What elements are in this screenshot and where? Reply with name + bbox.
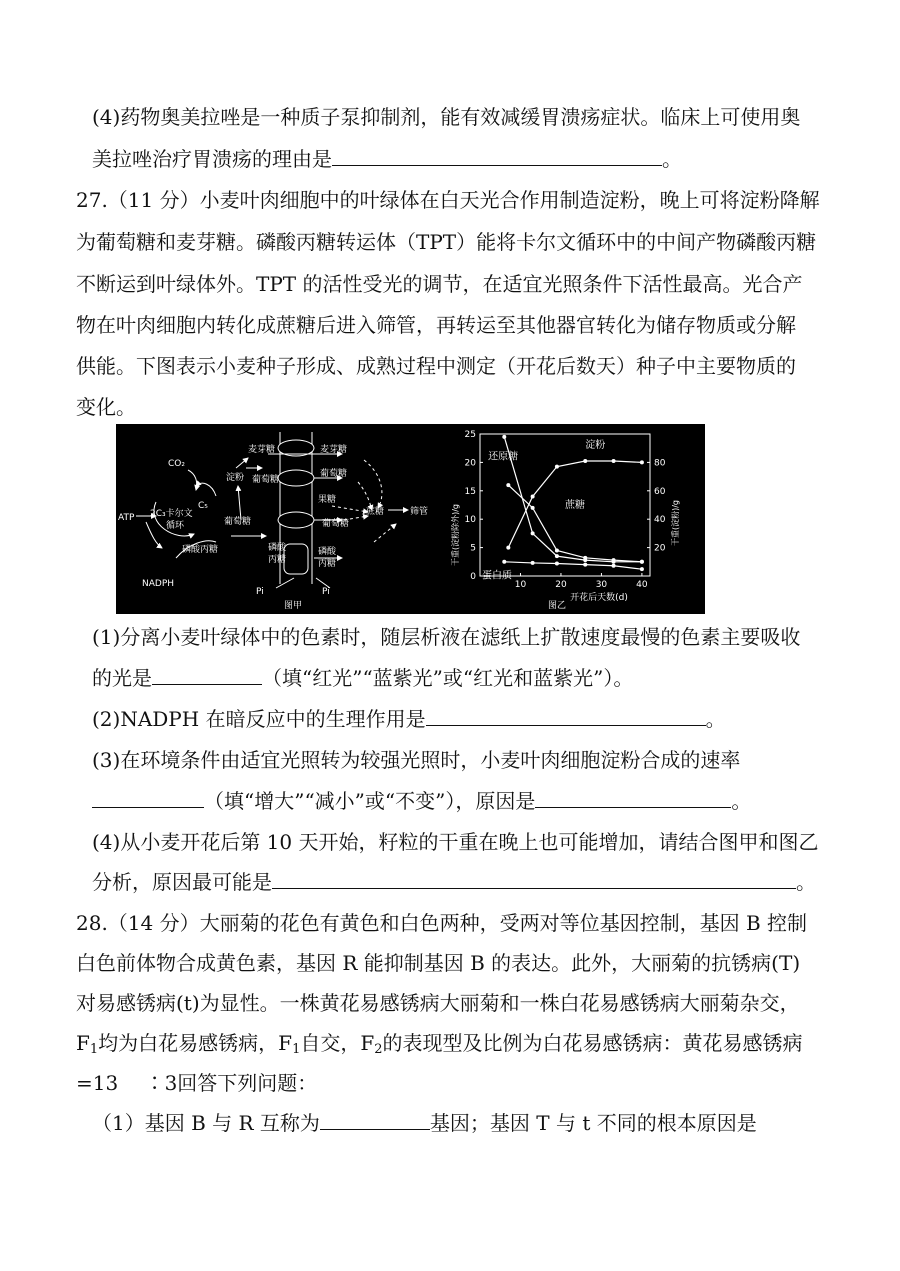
label-glucose-in: 葡萄糖 (252, 475, 280, 485)
label-phospho-out-1: 磷酸 (318, 547, 337, 557)
figure-panel (116, 424, 705, 614)
series-label: 蔗糖 (565, 499, 585, 511)
label-atp: ATP (118, 513, 135, 523)
label-maltose-out: 麦芽糖 (320, 445, 348, 455)
q28-line3: 对易感锈病(t)为显性。一株黄花易感锈病大丽菊和一株白花易感锈病大丽菊杂交， (76, 991, 800, 1015)
data-point (531, 561, 535, 565)
label-glucose-out2: 葡萄糖 (322, 519, 350, 529)
q27-1-line1: (1)分离小麦叶绿体中的色素时，随层析液在滤纸上扩散速度最慢的色素主要吸收 (92, 625, 801, 649)
label-cycle-1: 2C₃卡尔文 (150, 509, 193, 519)
label-nadph: NADPH (142, 579, 175, 589)
series-label: 淀粉 (585, 440, 606, 452)
y-left-axis-title: 干重(淀粉除外)/g (451, 503, 460, 566)
x-tick-label: 20 (555, 580, 567, 590)
answer-blank[interactable] (535, 787, 731, 808)
label-co2: CO₂ (168, 459, 185, 469)
y-left-tick-label: 10 (464, 515, 476, 526)
data-point (583, 459, 587, 463)
figure-svg (116, 424, 705, 614)
x-tick-label: 30 (595, 580, 608, 590)
answer-blank[interactable] (320, 1109, 430, 1130)
q27-stem-1: 27.（11 分）小麦叶肉细胞中的叶绿体在白天光合作用制造淀粉，晚上可将淀粉降解 (76, 188, 820, 212)
y-right-tick-label: 60 (654, 486, 666, 497)
data-point (640, 560, 644, 564)
data-point (640, 567, 644, 571)
label-glucose-in2: 葡萄糖 (224, 517, 252, 527)
series-label: 还原糖 (488, 451, 519, 463)
label-phospho-in-1: 磷酸 (268, 543, 287, 553)
label-pi-left: Pi (256, 587, 264, 597)
data-point (506, 483, 510, 487)
data-point (531, 494, 535, 498)
y-right-tick-label: 80 (654, 458, 666, 469)
series-line-3 (504, 562, 642, 569)
y-left-tick-label: 5 (470, 543, 476, 554)
q27-3-line1: (3)在环境条件由适宜光照转为较强光照时，小麦叶肉细胞淀粉合成的速率 (92, 748, 741, 772)
q27-stem-6: 变化。 (76, 395, 136, 419)
q28-line2: 白色前体物合成黄色素，基因 R 能抑制基因 B 的表达。此外，大丽菊的抗锈病(T) (76, 951, 801, 975)
q27-stem-4: 物在叶肉细胞内转化成蔗糖后进入筛管，再转运至其他器官转化为储存物质或分解 (76, 313, 796, 337)
data-point (555, 554, 559, 558)
series-label: 蛋白质 (482, 570, 513, 582)
data-point (612, 564, 616, 568)
y-right-axis-title: 干重(淀粉)/g (671, 499, 680, 546)
q28-line4: $F_1$均为白花易感锈病，$F_1$自交，$F_2$的表现型及比例为白花易感锈病：黄花易感锈病 (76, 1031, 803, 1057)
data-point (502, 560, 506, 564)
q27-3-line2: （填“增大”“减小”或“不变”），原因是 。 (92, 787, 751, 815)
label-sucrose-jia: 蔗糖 (366, 507, 385, 517)
y-left-tick-label: 20 (464, 458, 476, 469)
data-point (555, 465, 559, 469)
q26-4-line1: (4)药物奥美拉唑是一种质子泵抑制剂，能有效减缓胃溃疡症状。临床上可使用奥 (92, 105, 801, 129)
label-phospho-out-2: 丙糖 (318, 559, 337, 569)
data-point (612, 459, 616, 463)
data-point (583, 563, 587, 567)
series-line-2 (508, 485, 642, 562)
q27-4-line2: 分析，原因最可能是 。 (92, 870, 816, 894)
data-point (555, 562, 559, 566)
label-triose-p: 磷酸丙糖 (182, 545, 219, 555)
q28-line1: 28.（14 分）大丽菊的花色有黄色和白色两种，受两对等位基因控制，基因 B 控制 (76, 911, 808, 935)
data-point (506, 546, 510, 550)
chart-caption: 图乙 (547, 601, 567, 611)
label-sieve-tube: 筛管 (410, 507, 429, 517)
data-point (583, 556, 587, 560)
label-cycle-2: 循环 (166, 521, 185, 531)
data-point (640, 460, 644, 464)
data-point (555, 548, 559, 552)
q27-stem-3: 不断运到叶绿体外。TPT 的活性受光的调节，在适宜光照条件下活性最高。光合产 (76, 272, 803, 296)
answer-blank[interactable] (426, 705, 706, 726)
answer-blank[interactable] (92, 787, 204, 808)
q28-q1-line: （1）基因 B 与 R 互称为 基因；基因 T 与 t 不同的根本原因是 (92, 1111, 757, 1135)
label-maltose-in: 麦芽糖 (248, 445, 276, 455)
y-right-tick-label: 20 (654, 543, 666, 554)
label-phospho-in-2: 丙糖 (268, 555, 287, 565)
diagram-jia-labels (118, 443, 428, 611)
caption-jia: 图甲 (284, 601, 303, 611)
answer-blank[interactable] (152, 664, 262, 685)
q27-1-line2: 的光是 （填“红光”“蓝紫光”或“红光和蓝紫光”）。 (92, 666, 634, 690)
q27-stem-2: 为葡萄糖和麦芽糖。磷酸丙糖转运体（TPT）能将卡尔文循环中的中间产物磷酸丙糖 (76, 230, 817, 254)
q26-4-prompt: 美拉唑治疗胃溃疡的理由是 (92, 147, 332, 171)
x-tick-label: 40 (636, 580, 648, 590)
data-point (502, 435, 506, 439)
y-right-tick-label: 40 (654, 515, 666, 526)
y-left-tick-label: 25 (464, 430, 476, 440)
data-point (531, 506, 535, 510)
q27-stem-5: 供能。下图表示小麦种子形成、成熟过程中测定（开花后数天）种子中主要物质的 (76, 354, 796, 378)
data-point (531, 531, 535, 535)
answer-blank[interactable] (332, 145, 662, 166)
q27-4-line1: (4)从小麦开花后第 10 天开始，籽粒的干重在晚上也可能增加，请结合图甲和图乙 (92, 830, 819, 854)
label-starch-jia: 淀粉 (226, 473, 245, 483)
y-left-tick-label: 0 (470, 572, 476, 582)
label-c5: C₅ (198, 501, 208, 511)
data-point (612, 558, 616, 562)
label-fructose: 果糖 (318, 495, 337, 505)
y-left-tick-label: 15 (464, 486, 476, 497)
chart-yi (450, 430, 680, 611)
x-tick-label: 10 (514, 580, 527, 590)
q28-line5: =13 ∶3回答下列问题： (76, 1071, 318, 1095)
answer-blank[interactable] (272, 868, 796, 889)
q26-4-line2: 美拉唑治疗胃溃疡的理由是 。 (92, 147, 682, 171)
x-axis-title: 开花后天数(d) (570, 593, 628, 603)
label-glucose-out: 葡萄糖 (320, 469, 348, 479)
q27-2-line: (2)NADPH 在暗反应中的生理作用是 。 (92, 707, 726, 731)
label-pi-right: Pi (322, 587, 330, 597)
